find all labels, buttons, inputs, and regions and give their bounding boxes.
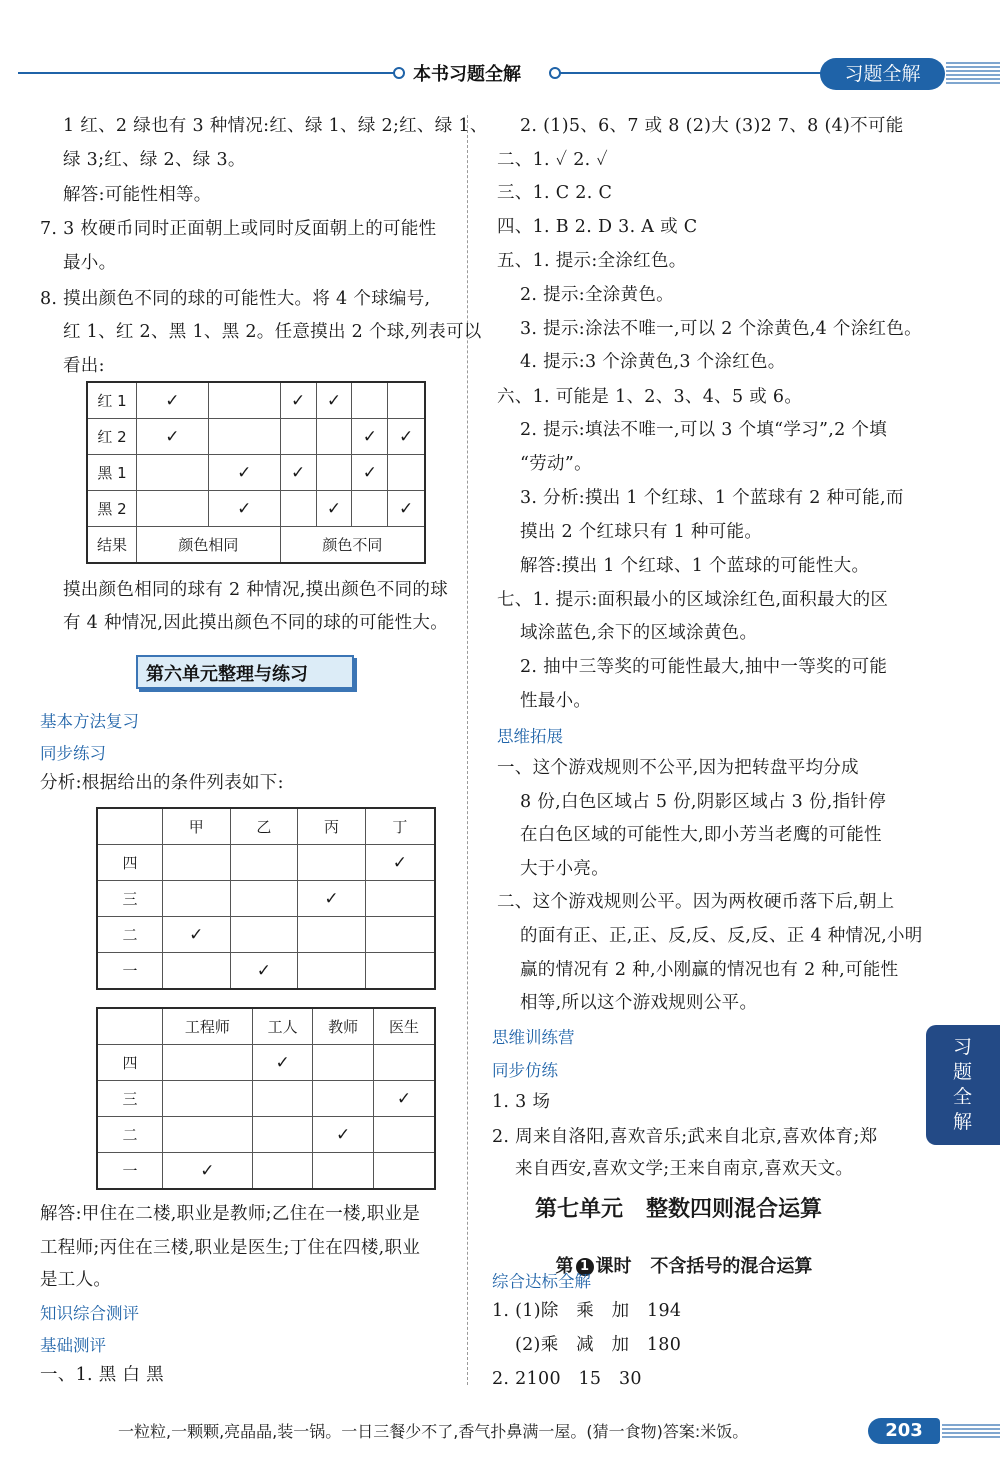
left-line-10: 有 4 种情况,因此摸出颜色不同的球的可能性大。 — [63, 613, 449, 633]
check-mark-icon: ✓ — [200, 1160, 215, 1181]
table-cell — [365, 917, 435, 953]
check-mark-icon: ✓ — [362, 426, 377, 447]
section-basic-review: 基本方法复习 — [40, 712, 139, 731]
section-basic-test: 基础测评 — [40, 1336, 106, 1355]
left-line-8: 看出: — [63, 356, 105, 376]
table-row — [97, 917, 435, 953]
table-cell — [280, 491, 316, 527]
table-cell — [163, 1117, 253, 1153]
check-mark-icon: ✓ — [290, 462, 306, 483]
left-line-14: 是工人。 — [40, 1270, 112, 1290]
table-cell — [313, 1117, 374, 1153]
right-line-24: 的面有正、正,正、反,反、反,反、正 4 种情况,小明 — [520, 926, 923, 946]
right-line-28: 2. 周来自洛阳,喜欢音乐;武来自北京,喜欢体育;郑 — [492, 1127, 878, 1147]
floor-job-table — [96, 1007, 436, 1190]
left-line-6: 8. 摸出颜色不同的球的可能性大。将 4 个球编号, — [40, 289, 431, 309]
check-mark-icon: ✓ — [326, 390, 342, 411]
right-line-32: 2. 2100 15 30 — [492, 1369, 642, 1389]
table-cell — [163, 1045, 253, 1081]
table-cell — [252, 1117, 313, 1153]
section-sync-imitate: 同步仿练 — [492, 1061, 558, 1080]
table-cell — [373, 1081, 435, 1117]
row-header: 一 — [97, 1153, 163, 1190]
table-row — [97, 881, 435, 917]
column-header: 医生 — [373, 1008, 435, 1045]
right-line-9: 六、1. 可能是 1、2、3、4、5 或 6。 — [497, 387, 803, 407]
right-line-13: 摸出 2 个红球只有 1 种可能。 — [520, 522, 763, 542]
check-mark-icon: ✓ — [290, 390, 306, 411]
result-label: 结果 — [87, 527, 137, 564]
left-line-1: 1 红、2 绿也有 3 种情况:红、绿 1、绿 2;红、绿 1、 — [63, 116, 488, 136]
right-line-23: 二、这个游戏规则公平。因为两枚硬币落下后,朝上 — [497, 892, 895, 912]
table-cell — [280, 382, 316, 419]
table-cell — [373, 1117, 435, 1153]
right-line-31: (2)乘 减 加 180 — [515, 1335, 682, 1355]
right-line-14: 解答:摸出 1 个红球、1 个蓝球的可能性大。 — [520, 556, 870, 576]
column-header: 乙 — [230, 808, 298, 845]
row-header: 三 — [97, 881, 163, 917]
right-line-26: 相等,所以这个游戏规则公平。 — [520, 993, 758, 1013]
table-cell — [252, 1045, 313, 1081]
table-cell — [163, 1081, 253, 1117]
table-cell — [313, 1081, 374, 1117]
table-cell — [208, 455, 280, 491]
table-cell — [252, 1081, 313, 1117]
right-line-3: 三、1. C 2. C — [497, 183, 613, 203]
table-cell — [163, 845, 231, 881]
diff-color-label: 颜色不同 — [280, 527, 425, 564]
table-cell — [316, 419, 352, 455]
left-line-13: 工程师;丙住在三楼,职业是医生;丁住在四楼,职业 — [40, 1238, 421, 1258]
table-cell — [137, 455, 209, 491]
same-color-label: 颜色相同 — [137, 527, 281, 564]
left-line-7: 红 1、红 2、黑 1、黑 2。任意摸出 2 个球,列表可以 — [63, 322, 482, 342]
check-mark-icon: ✓ — [362, 462, 377, 483]
table-cell — [230, 953, 298, 990]
row-header: 三 — [97, 1081, 163, 1117]
result-row — [87, 527, 425, 564]
table-header-row — [97, 808, 435, 845]
left-line-5: 最小。 — [63, 253, 117, 273]
table-cell — [252, 1153, 313, 1190]
row-header: 四 — [97, 845, 163, 881]
right-line-20: 8 份,白色区域占 5 份,阴影区域占 3 份,指针停 — [520, 792, 887, 812]
left-line-9: 摸出颜色相同的球有 2 种情况,摸出颜色不同的球 — [63, 580, 449, 600]
check-mark-icon: ✓ — [392, 852, 408, 873]
corner-cell — [97, 1008, 163, 1045]
table-cell — [208, 382, 280, 419]
table-cell — [316, 491, 352, 527]
right-line-10: 2. 提示:填法不唯一,可以 3 个填“学习”,2 个填 — [520, 420, 888, 440]
section-thinking-camp: 思维训练营 — [492, 1028, 575, 1047]
header-badge — [820, 58, 945, 90]
table-cell — [298, 917, 366, 953]
right-line-16: 域涂蓝色,余下的区域涂黄色。 — [520, 623, 758, 643]
footer-riddle: 一粒粒,一颗颗,亮晶晶,装一锅。一日三餐少不了,香气扑鼻满一屋。(猜一食物)答案:米饭。 — [118, 1422, 749, 1441]
table-cell — [230, 845, 298, 881]
table-cell — [313, 1045, 374, 1081]
lesson-prefix: 第 — [555, 1256, 574, 1277]
column-header: 丙 — [298, 808, 366, 845]
left-line-2: 绿 3;红、绿 2、绿 3。 — [63, 150, 246, 170]
table-row — [87, 382, 425, 419]
table-cell — [373, 1153, 435, 1190]
right-line-6: 2. 提示:全涂黄色。 — [520, 285, 674, 305]
header-stripes — [946, 62, 1000, 86]
table-cell — [298, 881, 366, 917]
section-sync-practice: 同步练习 — [40, 744, 106, 763]
column-header: 教师 — [313, 1008, 374, 1045]
check-mark-icon: ✓ — [189, 924, 204, 945]
check-mark-icon: ✓ — [165, 426, 180, 447]
unit7-title: 第七单元 整数四则混合运算 — [535, 1197, 822, 1222]
table-cell — [298, 845, 366, 881]
table-cell — [352, 455, 388, 491]
table-row — [97, 953, 435, 990]
table-cell — [230, 917, 298, 953]
section-comprehensive: 综合达标全解 — [492, 1272, 591, 1291]
table-cell — [316, 382, 352, 419]
table-cell — [365, 953, 435, 990]
check-mark-icon: ✓ — [336, 1124, 351, 1145]
right-line-15: 七、1. 提示:面积最小的区域涂红色,面积最大的区 — [497, 590, 889, 610]
header-rule-right — [560, 72, 822, 74]
table-cell — [230, 881, 298, 917]
table-cell — [388, 491, 425, 527]
table-cell — [137, 491, 209, 527]
right-line-7: 3. 提示:涂法不唯一,可以 2 个涂黄色,4 个涂红色。 — [520, 319, 922, 339]
table-cell — [388, 382, 425, 419]
table-row — [87, 419, 425, 455]
right-line-11: “劳动”。 — [520, 454, 592, 474]
check-mark-icon: ✓ — [396, 1088, 412, 1109]
left-line-3: 解答:可能性相等。 — [63, 185, 212, 205]
lesson-suffix: 课时 不含括号的混合运算 — [595, 1256, 813, 1277]
table-cell — [388, 419, 425, 455]
table-cell — [316, 455, 352, 491]
column-header: 甲 — [163, 808, 231, 845]
right-line-29: 来自西安,喜欢文学;王来自南京,喜欢天文。 — [515, 1159, 854, 1179]
check-mark-icon: ✓ — [165, 390, 180, 411]
check-mark-icon: ✓ — [237, 462, 252, 483]
right-line-4: 四、1. B 2. D 3. A 或 C — [497, 217, 698, 237]
table-cell — [163, 881, 231, 917]
table-cell — [352, 491, 388, 527]
right-line-25: 赢的情况有 2 种,小刚赢的情况也有 2 种,可能性 — [520, 960, 899, 980]
table-row — [97, 1117, 435, 1153]
check-mark-icon: ✓ — [256, 960, 272, 981]
section-thinking-expand: 思维拓展 — [497, 727, 563, 746]
table-cell — [352, 382, 388, 419]
row-header: 二 — [97, 1117, 163, 1153]
table-cell — [373, 1045, 435, 1081]
left-line-4: 7. 3 枚硬币同时正面朝上或同时反面朝上的可能性 — [40, 219, 437, 239]
column-header: 工人 — [252, 1008, 313, 1045]
table-cell — [163, 953, 231, 990]
left-line-15: 一、1. 黑 白 黑 — [40, 1365, 164, 1385]
table-cell — [365, 881, 435, 917]
check-mark-icon: ✓ — [326, 498, 342, 519]
check-mark-icon: ✓ — [399, 498, 414, 519]
table-cell — [280, 455, 316, 491]
table-cell — [352, 419, 388, 455]
corner-cell — [97, 808, 163, 845]
row-header: 红 1 — [87, 382, 137, 419]
right-line-30: 1. (1)除 乘 加 194 — [492, 1301, 682, 1321]
table-header-row — [97, 1008, 435, 1045]
right-line-1: 2. (1)5、6、7 或 8 (2)大 (3)2 7、8 (4)不可能 — [520, 116, 904, 136]
table-cell — [365, 845, 435, 881]
right-line-22: 大于小亮。 — [520, 859, 609, 879]
check-mark-icon: ✓ — [275, 1052, 290, 1073]
table-cell — [137, 419, 209, 455]
right-line-19: 一、这个游戏规则不公平,因为把转盘平均分成 — [497, 758, 859, 778]
table-row — [97, 845, 435, 881]
right-line-5: 五、1. 提示:全涂红色。 — [497, 251, 687, 271]
table-cell — [163, 1153, 253, 1190]
table-cell — [388, 455, 425, 491]
side-tab-label: 习题全解 — [953, 1036, 973, 1133]
header-title: 本书习题全解 — [413, 64, 521, 85]
row-header: 黑 2 — [87, 491, 137, 527]
table-cell — [163, 917, 231, 953]
row-header: 黑 1 — [87, 455, 137, 491]
column-divider — [467, 115, 468, 1385]
unit6-title: 第六单元整理与练习 — [146, 664, 308, 685]
check-mark-icon: ✓ — [324, 888, 339, 909]
header-badge-label: 习题全解 — [844, 63, 921, 85]
right-line-12: 3. 分析:摸出 1 个红球、1 个蓝球有 2 种可能,而 — [520, 488, 904, 508]
right-line-27: 1. 3 场 — [492, 1092, 551, 1112]
right-line-18: 性最小。 — [520, 691, 592, 711]
left-line-11: 分析:根据给出的条件列表如下: — [40, 773, 284, 793]
table-cell — [208, 419, 280, 455]
right-line-21: 在白色区域的可能性大,即小芳当老鹰的可能性 — [520, 825, 882, 845]
floor-person-table — [96, 807, 436, 990]
left-line-12: 解答:甲住在二楼,职业是教师;乙住在一楼,职业是 — [40, 1204, 421, 1224]
table-cell — [313, 1153, 374, 1190]
check-mark-icon: ✓ — [237, 498, 252, 519]
check-mark-icon: ✓ — [399, 426, 414, 447]
table-cell — [137, 382, 209, 419]
side-tab — [926, 1025, 1000, 1145]
footer-stripes — [942, 1424, 1000, 1440]
column-header: 工程师 — [163, 1008, 253, 1045]
table-cell — [298, 953, 366, 990]
row-header: 一 — [97, 953, 163, 990]
table-row — [87, 455, 425, 491]
lesson-number-badge: 1 — [576, 1258, 594, 1276]
right-line-17: 2. 抽中三等奖的可能性最大,抽中一等奖的可能 — [520, 657, 888, 677]
section-knowledge-test: 知识综合测评 — [40, 1304, 139, 1323]
header-dot-left — [393, 67, 405, 79]
ball-combination-table — [86, 381, 426, 564]
page-number-badge — [868, 1418, 940, 1444]
table-cell — [208, 491, 280, 527]
header-rule-left — [18, 72, 396, 74]
table-row — [87, 491, 425, 527]
table-row — [97, 1045, 435, 1081]
right-line-2: 二、1. ✓ 2. ✓ — [497, 150, 608, 170]
table-row — [97, 1081, 435, 1117]
table-row — [97, 1153, 435, 1190]
table-cell — [280, 419, 316, 455]
column-header: 丁 — [365, 808, 435, 845]
right-line-8: 4. 提示:3 个涂黄色,3 个涂红色。 — [520, 352, 786, 372]
row-header: 四 — [97, 1045, 163, 1081]
page-number: 203 — [885, 1420, 923, 1441]
row-header: 红 2 — [87, 419, 137, 455]
row-header: 二 — [97, 917, 163, 953]
